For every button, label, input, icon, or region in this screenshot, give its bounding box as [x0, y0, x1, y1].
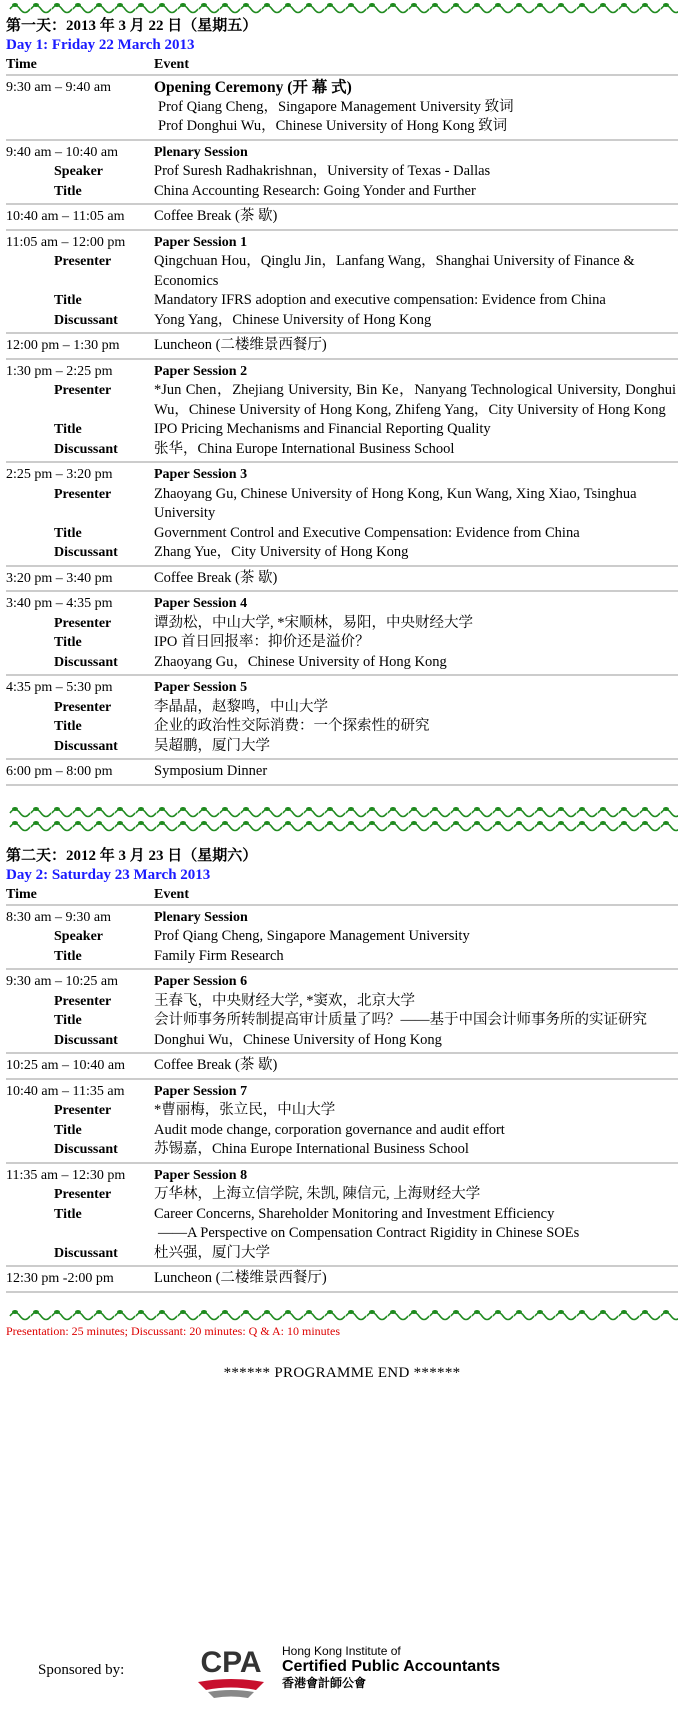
role-label: Speaker — [54, 929, 103, 944]
event-text: Paper Session 4 — [154, 596, 248, 611]
event-text: Paper Session 8 — [154, 1167, 248, 1183]
event-text: Opening Ceremony (开 幕 式) — [154, 79, 352, 96]
role-label: Presenter — [54, 383, 112, 398]
event-text: Mandatory IFRS adoption and executive compensation: Evidence from China — [154, 292, 606, 308]
schedule-block — [6, 76, 678, 141]
schedule-row — [6, 908, 678, 928]
role-label: Title — [54, 1206, 82, 1222]
schedule-row — [6, 182, 678, 202]
event-text: Prof Qiang Cheng, Singapore Management University — [154, 928, 470, 944]
schedule-row — [6, 117, 678, 137]
schedule-row — [6, 485, 678, 524]
event-text: 王春飞，中央财经大学, *窦欢，北京大学 — [154, 992, 415, 1009]
role-label: Title — [54, 719, 82, 734]
event-text: 企业的政治性交际消费：一个探索性的研究 — [154, 718, 430, 734]
event-text: Paper Session 5 — [154, 680, 248, 695]
schedule-row — [6, 1224, 678, 1244]
org-line1: Hong Kong Institute of — [282, 1644, 401, 1658]
day1-title-en: Day 1: Friday 22 March 2013 — [6, 37, 195, 53]
event-text: Prof Suresh Radhakrishnan，University of Texas - Dallas — [154, 163, 491, 179]
schedule-row — [6, 1185, 678, 1205]
vine-divider — [6, 0, 678, 14]
cpa-logo — [190, 1642, 272, 1700]
schedule-block — [6, 1164, 678, 1268]
schedule-row — [6, 698, 678, 718]
role-label: Discussant — [54, 654, 118, 670]
event-text: Audit mode change, corporation governance and audit effort — [154, 1121, 505, 1138]
role-label: Presenter — [54, 1187, 112, 1202]
event-text: 会计师事务所转制提高审计质量了吗？——基于中国会计师事务所的实证研究 — [154, 1012, 647, 1028]
col-event-header: Event — [154, 886, 189, 902]
event-text: Paper Session 6 — [154, 974, 248, 989]
schedule-block — [6, 360, 678, 464]
event-text: 吴超鹏，厦门大学 — [154, 737, 270, 754]
event-text: Coffee Break (茶 歇) — [154, 208, 278, 224]
event-text: 万华林，上海立信学院, 朱凯, 陳信元, 上海财经大学 — [154, 1186, 481, 1202]
time-slot: 3:40 pm – 4:35 pm — [6, 596, 113, 611]
col-time-header: Time — [6, 886, 37, 902]
time-slot: 8:30 am – 9:30 am — [6, 909, 111, 925]
event-text: *曹丽梅，张立民，中山大学 — [154, 1102, 336, 1118]
role-label: Discussant — [54, 441, 118, 457]
time-slot — [6, 1224, 154, 1244]
role-label: Presenter — [54, 615, 112, 631]
time-slot: 9:30 am – 10:25 am — [6, 974, 118, 989]
day1-table-header — [6, 55, 678, 76]
event-text: 杜兴强，厦门大学 — [154, 1244, 270, 1261]
role-label: Title — [54, 1013, 82, 1028]
schedule-row — [6, 927, 678, 947]
time-slot: 10:25 am – 10:40 am — [6, 1058, 125, 1073]
schedule-row — [6, 98, 678, 118]
vine-divider — [6, 1307, 678, 1321]
schedule-row — [6, 633, 678, 653]
schedule-row — [6, 1121, 678, 1141]
event-text: Paper Session 3 — [154, 467, 248, 482]
schedule-row — [6, 78, 678, 98]
schedule-row — [6, 1056, 678, 1076]
schedule-row — [6, 972, 678, 992]
time-slot: 12:30 pm -2:00 pm — [6, 1271, 114, 1286]
role-label: Discussant — [54, 1032, 118, 1048]
schedule-row — [6, 381, 678, 420]
schedule-block — [6, 231, 678, 335]
schedule-row — [6, 1205, 678, 1225]
schedule-row — [6, 291, 678, 311]
schedule-block — [6, 676, 678, 760]
schedule-row — [6, 207, 678, 227]
schedule-row — [6, 678, 678, 698]
schedule-row — [6, 1082, 678, 1102]
schedule-row — [6, 717, 678, 737]
schedule-row — [6, 362, 678, 382]
role-label: Discussant — [54, 545, 118, 560]
role-label: Discussant — [54, 312, 118, 328]
cpa-swoosh-icon — [198, 1679, 264, 1690]
schedule-row — [6, 653, 678, 673]
role-label: Title — [54, 1122, 82, 1138]
role-label: Title — [54, 525, 82, 541]
schedule-block — [6, 567, 678, 593]
event-text: Prof Qiang Cheng，Singapore Management University 致词 — [158, 98, 514, 115]
event-text: Government Control and Executive Compensation: Evidence from China — [154, 524, 580, 541]
event-text: Career Concerns, Shareholder Monitoring and Investment Efficiency — [154, 1205, 555, 1222]
role-label: Discussant — [54, 1245, 118, 1261]
time-slot: 11:05 am – 12:00 pm — [6, 234, 126, 250]
role-label: Title — [54, 183, 82, 199]
event-text: Yong Yang，Chinese University of Hong Kong — [154, 311, 432, 328]
role-label: Title — [54, 635, 82, 650]
day1-title-cn: 第一天：2013 年 3 月 22 日（星期五） — [6, 18, 258, 34]
event-text: Zhang Yue，City University of Hong Kong — [154, 544, 409, 560]
event-text: IPO Pricing Mechanisms and Financial Reporting Quality — [154, 421, 491, 437]
event-text: Coffee Break (茶 歇) — [154, 1057, 278, 1073]
event-text: 谭劲松，中山大学, *宋顺林，易阳，中央财经大学 — [154, 614, 473, 631]
event-text: Family Firm Research — [154, 947, 284, 964]
event-text: Paper Session 1 — [154, 234, 248, 250]
day2-title-cn: 第二天：2012 年 3 月 23 日（星期六） — [6, 847, 258, 864]
event-text: Donghui Wu，Chinese University of Hong Kong — [154, 1031, 442, 1048]
event-text: Luncheon (二楼维景西餐厅) — [154, 1270, 327, 1286]
col-event-header: Event — [154, 57, 189, 72]
schedule-row — [6, 594, 678, 614]
org-line3: 香港會計師公會 — [282, 1676, 367, 1690]
col-time-header: Time — [6, 57, 37, 72]
schedule-row — [6, 1166, 678, 1186]
schedule-block — [6, 970, 678, 1054]
sponsor-org-name — [282, 1644, 500, 1690]
day2-table-header — [6, 885, 678, 906]
event-text: Qingchuan Hou，Qinglu Jin，Lanfang Wang，Shanghai University of Finance & Economics — [154, 253, 635, 289]
schedule-row — [6, 233, 678, 253]
schedule-row — [6, 737, 678, 757]
schedule-block — [6, 463, 678, 567]
schedule-block — [6, 592, 678, 676]
day1-schedule — [6, 76, 678, 786]
day2-schedule — [6, 906, 678, 1293]
sponsor-label: Sponsored by: — [38, 1662, 125, 1678]
schedule-row — [6, 162, 678, 182]
schedule-block — [6, 205, 678, 231]
event-text: Coffee Break (茶 歇) — [154, 569, 278, 586]
vine-divider — [6, 818, 678, 832]
event-text: 张华，China Europe International Business School — [154, 440, 455, 457]
schedule-block — [6, 1054, 678, 1080]
time-slot — [6, 117, 154, 137]
schedule-row — [6, 524, 678, 544]
event-text: Luncheon (二楼维景西餐厅) — [154, 337, 327, 353]
sponsor-section — [0, 1640, 672, 1700]
programme-end: ****** PROGRAMME END ****** — [223, 1364, 461, 1381]
time-slot — [6, 98, 154, 118]
programme-page — [6, 0, 678, 1382]
event-text: Paper Session 7 — [154, 1083, 248, 1099]
time-slot: 9:30 am – 9:40 am — [6, 80, 111, 95]
schedule-row — [6, 143, 678, 163]
vine-divider — [6, 804, 678, 818]
schedule-block — [6, 760, 678, 786]
schedule-block — [6, 334, 678, 360]
role-label: Presenter — [54, 699, 112, 715]
role-label: Title — [54, 293, 82, 308]
time-slot: 10:40 am – 11:05 am — [6, 209, 125, 224]
schedule-row — [6, 311, 678, 331]
time-slot: 3:20 pm – 3:40 pm — [6, 570, 113, 586]
role-label: Presenter — [54, 993, 112, 1009]
schedule-row — [6, 992, 678, 1012]
time-slot: 11:35 am – 12:30 pm — [6, 1167, 126, 1183]
event-text: 李晶晶，赵黎鸣，中山大学 — [154, 698, 328, 715]
event-text: Paper Session 2 — [154, 363, 248, 379]
event-text: *Jun Chen，Zhejiang University, Bin Ke，Nanyang Technological University, Donghui Wu，Chinese University of Hong Kong, Zhifeng Yang，City University of Hong Kong — [154, 382, 676, 418]
role-label: Presenter — [54, 486, 112, 502]
event-text: Plenary Session — [154, 909, 248, 925]
schedule-row — [6, 252, 678, 291]
time-slot: 2:25 pm – 3:20 pm — [6, 467, 113, 482]
schedule-row — [6, 1140, 678, 1160]
schedule-row — [6, 440, 678, 460]
schedule-row — [6, 614, 678, 634]
schedule-block — [6, 1080, 678, 1164]
schedule-row — [6, 420, 678, 440]
role-label: Discussant — [54, 738, 118, 754]
role-label: Title — [54, 422, 82, 437]
schedule-block — [6, 141, 678, 206]
event-text: Zhaoyang Gu, Chinese University of Hong Kong, Kun Wang, Xing Xiao, Tsinghua University — [154, 485, 637, 521]
schedule-row — [6, 762, 678, 782]
time-slot: 1:30 pm – 2:25 pm — [6, 363, 113, 379]
role-label: Speaker — [54, 164, 103, 179]
time-slot: 6:00 pm – 8:00 pm — [6, 764, 113, 779]
time-slot: 9:40 am – 10:40 am — [6, 144, 118, 160]
schedule-block — [6, 1267, 678, 1293]
org-line2: Certified Public Accountants — [282, 1658, 501, 1675]
role-label: Discussant — [54, 1142, 118, 1157]
event-text: Symposium Dinner — [154, 763, 268, 779]
event-text: Prof Donghui Wu，Chinese University of Hong Kong 致词 — [158, 118, 508, 134]
timing-note: Presentation: 25 minutes; Discussant: 20 minutes: Q & A: 10 minutes — [6, 1323, 340, 1338]
cpa-logo-text: CPA — [200, 1646, 262, 1679]
day2-title-en: Day 2: Saturday 23 March 2013 — [6, 866, 211, 883]
event-text: ——A Perspective on Compensation Contract Rigidity in Chinese SOEs — [158, 1225, 580, 1241]
schedule-row — [6, 1269, 678, 1289]
schedule-row — [6, 1101, 678, 1121]
time-slot: 12:00 pm – 1:30 pm — [6, 338, 120, 353]
role-label: Title — [54, 948, 82, 964]
schedule-row — [6, 1244, 678, 1264]
schedule-row — [6, 1031, 678, 1051]
event-text: 苏锡嘉，China Europe International Business School — [154, 1141, 469, 1157]
event-text: Plenary Session — [154, 144, 248, 160]
schedule-row — [6, 947, 678, 967]
schedule-row — [6, 336, 678, 356]
cpa-swoosh-grey-icon — [208, 1690, 254, 1698]
event-text: China Accounting Research: Going Yonder and Further — [154, 182, 476, 199]
schedule-block — [6, 906, 678, 971]
schedule-row — [6, 569, 678, 589]
schedule-row — [6, 465, 678, 485]
event-text: IPO 首日回报率：抑价还是溢价？ — [154, 634, 370, 650]
time-slot: 10:40 am – 11:35 am — [6, 1083, 125, 1099]
time-slot: 4:35 pm – 5:30 pm — [6, 680, 113, 695]
schedule-row — [6, 1011, 678, 1031]
role-label: Presenter — [54, 254, 112, 269]
event-text: Zhaoyang Gu，Chinese University of Hong Kong — [154, 653, 447, 670]
role-label: Presenter — [54, 1103, 112, 1118]
schedule-row — [6, 543, 678, 563]
